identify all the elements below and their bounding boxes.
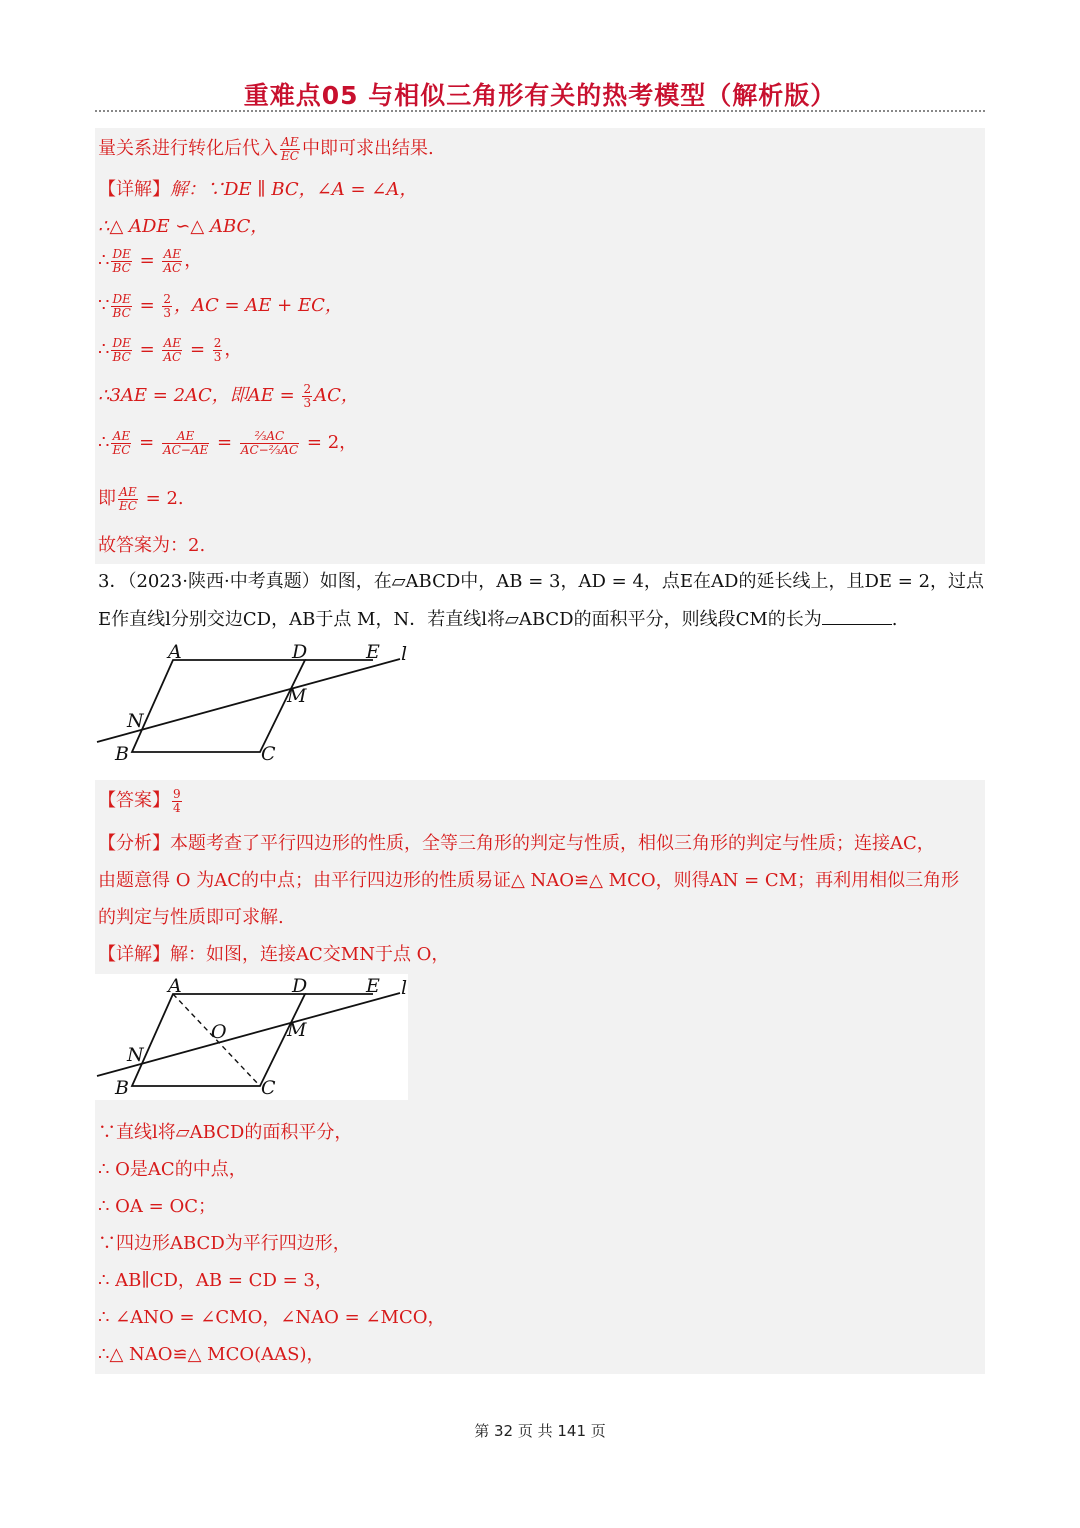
label-d-2: D — [292, 975, 308, 997]
question-line-1: 3．（2023·陕西·中考真题）如图，在▱ABCD中，AB = 3，AD = 4，点E在AD的延长线上，且DE = 2，过点 — [98, 571, 985, 592]
label-c-2: C — [261, 1077, 276, 1099]
parallelogram-figure-2 — [95, 972, 425, 1102]
analysis-line-1: 【分析】本题考查了平行四边形的性质，全等三角形的判定与性质，相似三角形的判定与性质；连接AC， — [98, 833, 935, 854]
label-e: E — [366, 641, 380, 663]
step-line-1: ∵直线l将▱ABCD的面积平分， — [98, 1122, 353, 1143]
label-n: N — [127, 710, 144, 732]
page-footer: 第 32 页 共 141 页 — [474, 1422, 606, 1440]
detail-intro: 【详解】解：如图，连接AC交MN于点 O， — [98, 944, 450, 965]
detail-line-6: ∴3AE = 2AC，即AE = $\frac{2}{3}$ AC， — [98, 381, 359, 410]
fraction-ae-ec: $\frac{AE}{EC}$ — [281, 134, 299, 163]
analysis-line-3: 的判定与性质即可求解. — [98, 907, 284, 928]
page-title: 重难点05 与相似三角形有关的热考模型（解析版） — [243, 81, 837, 110]
step-line-2: ∴ O是AC的中点， — [98, 1159, 247, 1180]
label-m-2: M — [287, 1019, 307, 1041]
label-o: O — [211, 1021, 227, 1043]
parallelogram-figure-1 — [95, 638, 425, 768]
label-l-2: l — [401, 977, 408, 999]
step-line-7: ∴△ NAO≌△ MCO(AAS)， — [98, 1344, 325, 1365]
intro-line: 量关系进行转化后代入 $\frac{AE}{EC}$ 中即可求出结果. — [98, 134, 434, 163]
step-line-4: ∵四边形ABCD为平行四边形， — [98, 1233, 351, 1254]
detail-line-3: ∴ $\frac{DE}{BC}$ = $\frac{AE}{AC}$ ， — [98, 246, 203, 275]
analysis-line-2: 由题意得 O 为AC的中点；由平行四边形的性质易证△ NAO≌△ MCO，则得AN = CM；再利用相似三角形 — [98, 870, 960, 891]
detail-line-8: 即 $\frac{AE}{EC}$ = 2. — [98, 484, 184, 513]
answer-blank — [822, 624, 892, 625]
label-m: M — [287, 685, 307, 707]
label-b: B — [115, 743, 129, 765]
detail-line-4: ∵ $\frac{DE}{BC}$ = $\frac{2}{3}$ ，AC = AE + EC， — [98, 291, 343, 320]
step-line-3: ∴ OA = OC； — [98, 1196, 216, 1217]
label-c: C — [261, 743, 276, 765]
label-l: l — [401, 643, 408, 665]
label-n-2: N — [127, 1044, 144, 1066]
detail-line-2: ∴△ ADE ∽△ ABC， — [98, 216, 269, 237]
label-a: A — [168, 641, 182, 663]
label-a-2: A — [168, 975, 182, 997]
label-d: D — [292, 641, 308, 663]
answer-row: 【答案】 $\frac{9}{4}$ — [98, 786, 181, 815]
label-b-2: B — [115, 1077, 129, 1099]
step-line-5: ∴ AB∥CD，AB = CD = 3， — [98, 1270, 333, 1291]
answer-line: 故答案为：2. — [98, 535, 206, 556]
title-divider — [95, 110, 985, 112]
detail-line-7: ∴ $\frac{AE}{EC}$ = $\frac{AE}{AC-AE}$ = $\frac{\text{⅔AC}}{\text{AC−⅔AC}}$ = 2， — [98, 428, 358, 457]
step-line-6: ∴ ∠ANO = ∠CMO，∠NAO = ∠MCO， — [98, 1307, 446, 1328]
question-line-2: E作直线l分别交边CD，AB于点 M，N．若直线l将▱ABCD的面积平分，则线段CM的长为 . — [98, 609, 898, 630]
detail-line-5: ∴ $\frac{DE}{BC}$ = $\frac{AE}{AC}$ = $\frac{2}{3}$ ， — [98, 335, 243, 364]
label-e-2: E — [366, 975, 380, 997]
parallelogram-abcd — [132, 660, 305, 752]
detail-line-1: 【详解】解：∵DE ∥ BC，∠A = ∠A， — [98, 179, 418, 200]
